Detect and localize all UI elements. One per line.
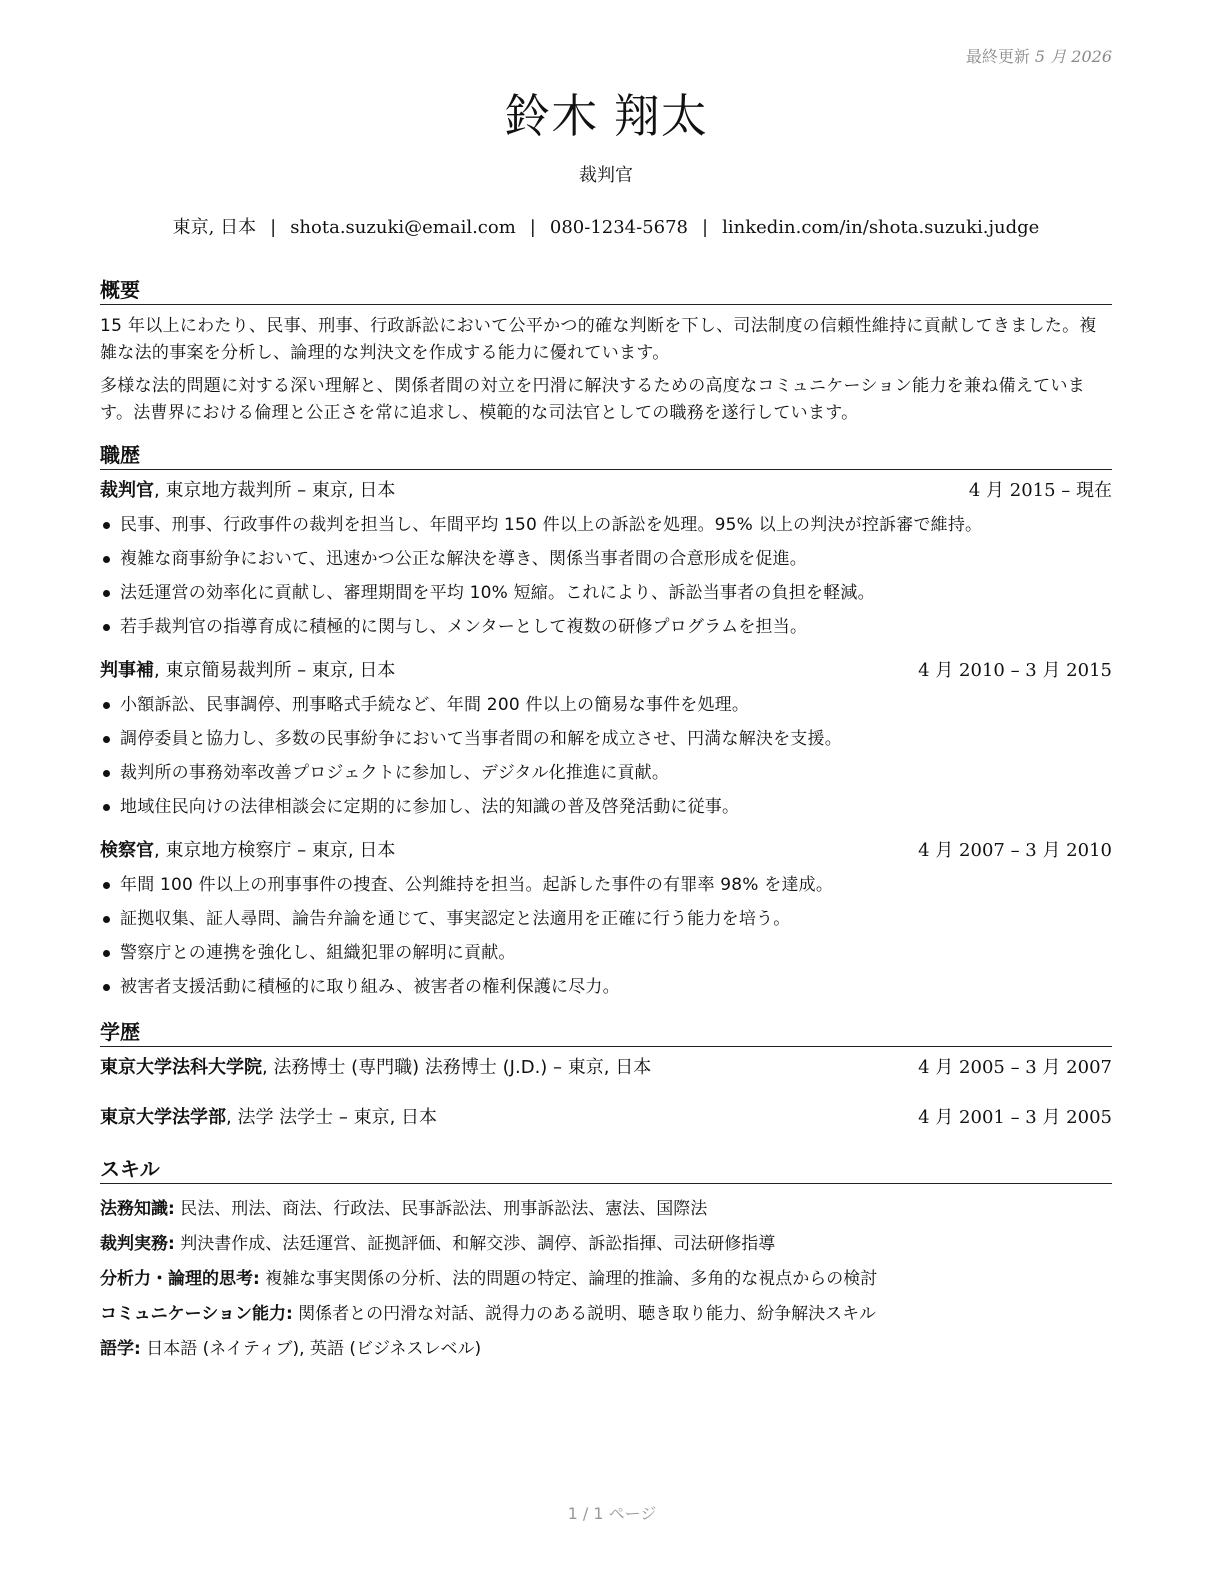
skill-value: 判決書作成、法廷運営、証拠評価、和解交渉、調停、訴訟指揮、司法研修指導 xyxy=(174,1234,776,1254)
skill-category: 分析力・論理的思考: xyxy=(100,1269,260,1289)
job-bullets xyxy=(100,868,1112,1004)
education-date: 4 月 2005 – 3 月 2007 xyxy=(918,1057,1112,1078)
job-header xyxy=(100,838,1112,864)
job-entry xyxy=(100,658,1112,824)
summary-section xyxy=(100,276,1112,427)
education-entry xyxy=(100,1055,1112,1081)
bullet-item: 警察庁との連携を強化し、組織犯罪の解明に貢献。 xyxy=(100,936,1112,970)
job-bullets xyxy=(100,508,1112,644)
bullet-item: 年間 100 件以上の刑事事件の捜査、公判維持を担当。起訴した事件の有罪率 98% を達成。 xyxy=(100,868,1112,902)
education-date: 4 月 2001 – 3 月 2005 xyxy=(918,1107,1112,1128)
skill-category: 裁判実務: xyxy=(100,1234,175,1254)
contact-separator: | xyxy=(270,217,277,238)
skill-row xyxy=(100,1227,1112,1262)
job-role: 判事補 xyxy=(100,660,154,681)
skills-section xyxy=(100,1155,1112,1367)
job-org: , 東京地方裁判所 – 東京, 日本 xyxy=(154,480,396,501)
contact-linkedin[interactable]: linkedin.com/in/shota.suzuki.judge xyxy=(722,217,1040,238)
education-section xyxy=(100,1018,1112,1131)
job-role: 検察官 xyxy=(100,840,154,861)
skill-value: 関係者との円滑な対話、説得力のある説明、聴き取り能力、紛争解決スキル xyxy=(292,1304,877,1324)
section-heading: 概要 xyxy=(100,276,1112,305)
job-entry xyxy=(100,838,1112,1004)
last-updated-date: 5 月 2026 xyxy=(1034,47,1112,66)
contact-phone: 080-1234-5678 xyxy=(549,217,689,238)
last-updated xyxy=(966,44,1112,67)
bullet-item: 複雑な商事紛争において、迅速かつ公正な解決を導き、関係当事者間の合意形成を促進。 xyxy=(100,542,1112,576)
contact-line xyxy=(100,216,1112,240)
job-header xyxy=(100,478,1112,504)
skill-row xyxy=(100,1192,1112,1227)
contact-separator: | xyxy=(529,217,536,238)
resume-body xyxy=(100,276,1112,1381)
bullet-item: 若手裁判官の指導育成に積極的に関与し、メンターとして複数の研修プログラムを担当。 xyxy=(100,610,1112,644)
job-bullets xyxy=(100,688,1112,824)
bullet-item: 証拠収集、証人尋問、論告弁論を通じて、事実認定と法適用を正確に行う能力を培う。 xyxy=(100,902,1112,936)
bullet-item: 被害者支援活動に積極的に取り組み、被害者の権利保護に尽力。 xyxy=(100,970,1112,1004)
skill-category: 法務知識: xyxy=(100,1199,175,1219)
bullet-item: 民事、刑事、行政事件の裁判を担当し、年間平均 150 件以上の訴訟を処理。95% 以上の判決が控訴審で維持。 xyxy=(100,508,1112,542)
summary-paragraph: 15 年以上にわたり、民事、刑事、行政訴訟において公平かつ的確な判断を下し、司法制度の信頼性維持に貢献してきました。複雑な法的事案を分析し、論理的な判決文を作成する能力に優れています。 xyxy=(100,316,1097,363)
bullet-item: 調停委員と協力し、多数の民事紛争において当事者間の和解を成立させ、円満な解決を支援。 xyxy=(100,722,1112,756)
education-entry xyxy=(100,1105,1112,1131)
bullet-item: 裁判所の事務効率改善プロジェクトに参加し、デジタル化推進に貢献。 xyxy=(100,756,1112,790)
school-name: 東京大学法科大学院 xyxy=(100,1057,262,1078)
experience-section xyxy=(100,441,1112,1004)
job-title: 裁判官 xyxy=(579,165,633,186)
skill-row xyxy=(100,1297,1112,1332)
job-org: , 東京簡易裁判所 – 東京, 日本 xyxy=(154,660,396,681)
job-entry xyxy=(100,478,1112,644)
job-date: 4 月 2015 – 現在 xyxy=(968,480,1112,501)
resume-header xyxy=(100,84,1112,240)
skill-row xyxy=(100,1262,1112,1297)
school-name: 東京大学法学部 xyxy=(100,1107,226,1128)
skill-value: 民法、刑法、商法、行政法、民事訴訟法、刑事訴訟法、憲法、国際法 xyxy=(174,1199,708,1219)
section-heading: スキル xyxy=(100,1155,1112,1184)
job-header xyxy=(100,658,1112,684)
section-heading: 学歴 xyxy=(100,1018,1112,1047)
skill-value: 複雑な事実関係の分析、法的問題の特定、論理的推論、多角的な視点からの検討 xyxy=(259,1269,878,1289)
job-date: 4 月 2010 – 3 月 2015 xyxy=(918,660,1112,681)
job-org: , 東京地方検察庁 – 東京, 日本 xyxy=(154,840,396,861)
bullet-item: 小額訴訟、民事調停、刑事略式手続など、年間 200 件以上の簡易な事件を処理。 xyxy=(100,688,1112,722)
contact-location: 東京, 日本 xyxy=(172,217,257,238)
degree-detail: , 法学 法学士 – 東京, 日本 xyxy=(226,1107,438,1128)
summary-paragraph: 多様な法的問題に対する深い理解と、関係者間の対立を円滑に解決するための高度なコミュニケーション能力を兼ね備えています。法曹界における倫理と公正さを常に追求し、模範的な司法官としての職務を遂行しています。 xyxy=(100,376,1086,423)
page-number: 1 / 1 ページ xyxy=(567,1504,657,1523)
bullet-item: 地域住民向けの法律相談会に定期的に参加し、法的知識の普及啓発活動に従事。 xyxy=(100,790,1112,824)
last-updated-label: 最終更新 xyxy=(965,47,1030,66)
job-date: 4 月 2007 – 3 月 2010 xyxy=(918,840,1112,861)
contact-separator: | xyxy=(702,217,709,238)
skill-row xyxy=(100,1332,1112,1367)
skill-category: コミュニケーション能力: xyxy=(100,1304,293,1324)
section-heading: 職歴 xyxy=(100,441,1112,470)
person-name: 鈴木 翔太 xyxy=(504,89,708,143)
bullet-item: 法廷運営の効率化に貢献し、審理期間を平均 10% 短縮。これにより、訴訟当事者の負担を軽減。 xyxy=(100,576,1112,610)
job-role: 裁判官 xyxy=(100,480,154,501)
contact-email[interactable]: shota.suzuki@email.com xyxy=(290,217,516,238)
skill-category: 語学: xyxy=(100,1339,141,1359)
skill-value: 日本語 (ネイティブ), 英語 (ビジネスレベル) xyxy=(140,1339,482,1359)
degree-detail: , 法務博士 (専門職) 法務博士 (J.D.) – 東京, 日本 xyxy=(262,1057,652,1078)
